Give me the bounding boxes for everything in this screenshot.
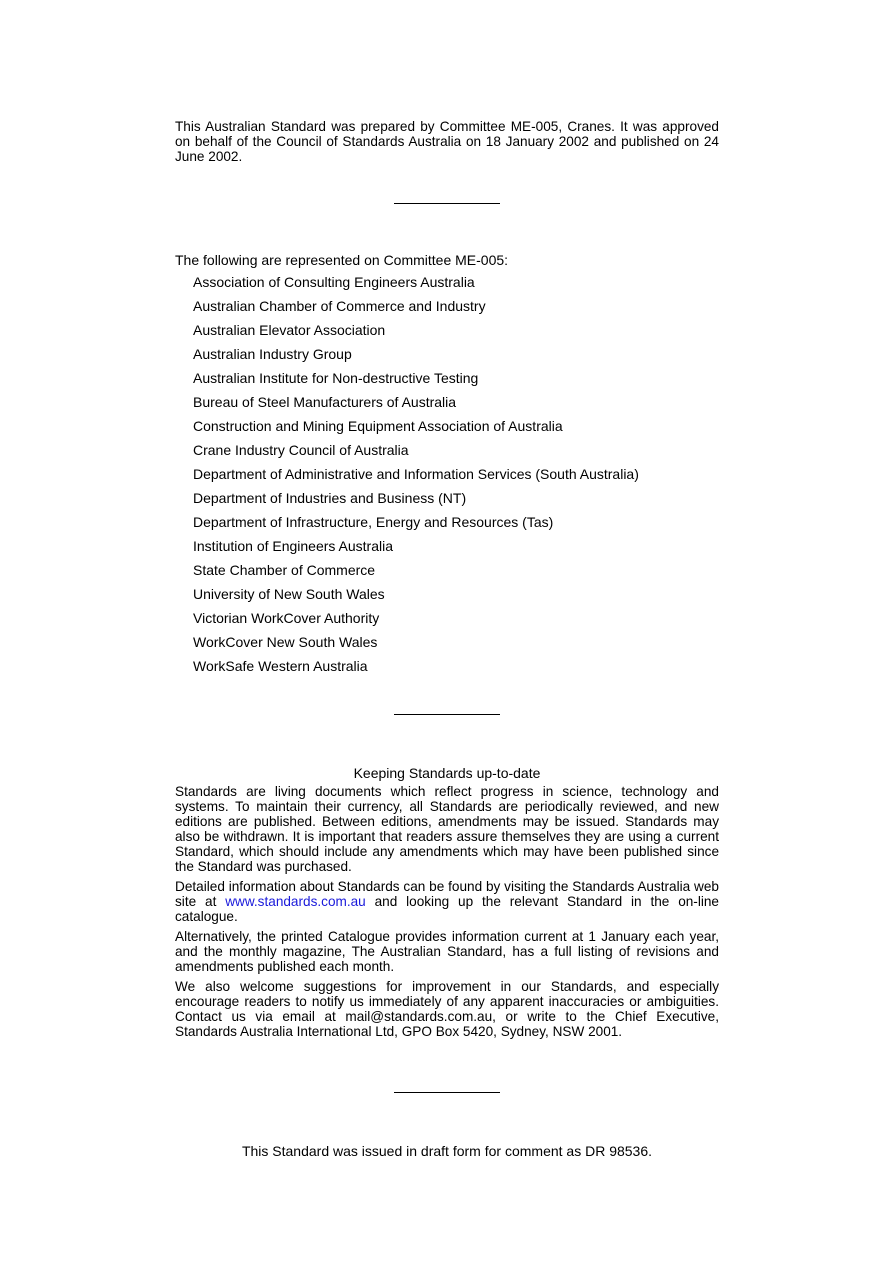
list-item: WorkCover New South Wales bbox=[193, 634, 378, 650]
list-item: Construction and Mining Equipment Association of Australia bbox=[193, 418, 563, 434]
list-item: Australian Elevator Association bbox=[193, 322, 386, 338]
paragraph-text: and looking up the relevant Standard in the on-line catalogue. bbox=[175, 894, 719, 924]
list-item: Australian Chamber of Commerce and Industry bbox=[193, 298, 486, 314]
list-item: Department of Infrastructure, Energy and Resources (Tas) bbox=[193, 514, 554, 530]
draft-note: This Standard was issued in draft form for comment as DR 98536. bbox=[241, 1143, 653, 1159]
section-heading: Keeping Standards up-to-date bbox=[353, 765, 541, 781]
keeping-paragraph-3: Alternatively, the printed Catalogue provides information current at 1 January each year, and the monthly magazine, The Australian Standard, has a full listing of revisions and amendments published each month. bbox=[175, 929, 719, 974]
committee-member-list bbox=[193, 274, 639, 682]
list-item: Association of Consulting Engineers Australia bbox=[193, 274, 475, 290]
section-divider bbox=[394, 714, 500, 715]
list-item: WorkSafe Western Australia bbox=[193, 658, 368, 674]
list-item: Institution of Engineers Australia bbox=[193, 538, 394, 554]
keeping-paragraph-2 bbox=[175, 879, 719, 924]
keeping-paragraph-4: We also welcome suggestions for improvement in our Standards, and especially encourage readers to notify us immediately of any apparent inaccuracies or ambiguities. Contact us via email at mail@standards.com.au, or write to the Chief Executive, Standards Australia International Ltd, GPO Box 5420, Sydney, NSW 2001. bbox=[175, 979, 719, 1039]
paragraph-text: Detailed information about Standards can be found by visiting the Standards Australia web site at bbox=[175, 879, 719, 909]
list-item: Crane Industry Council of Australia bbox=[193, 442, 409, 458]
section-divider bbox=[394, 1092, 500, 1093]
list-item: Department of Industries and Business (NT) bbox=[193, 490, 467, 506]
standards-website-link[interactable]: www.standards.com.au bbox=[225, 894, 366, 909]
list-item: Victorian WorkCover Authority bbox=[193, 610, 380, 626]
list-item: University of New South Wales bbox=[193, 586, 385, 602]
list-item: Bureau of Steel Manufacturers of Australia bbox=[193, 394, 457, 410]
section-divider bbox=[394, 203, 500, 204]
list-item: Australian Industry Group bbox=[193, 346, 352, 362]
list-item: Australian Institute for Non-destructive Testing bbox=[193, 370, 479, 386]
keeping-paragraph-1: Standards are living documents which reflect progress in science, technology and systems. To maintain their currency, all Standards are periodically reviewed, and new editions are published. Between editions, amendments may be issued. Standards may also be withdrawn. It is important that readers assure themselves they are using a current Standard, which should include any amendments which may have been published since the Standard was purchased. bbox=[175, 784, 719, 874]
keeping-standards-section bbox=[175, 765, 719, 1044]
committee-heading: The following are represented on Committee ME-005: bbox=[175, 252, 509, 268]
list-item: Department of Administrative and Information Services (South Australia) bbox=[193, 466, 639, 482]
list-item: State Chamber of Commerce bbox=[193, 562, 376, 578]
intro-paragraph: This Australian Standard was prepared by Committee ME-005, Cranes. It was approved on behalf of the Council of Standards Australia on 18 January 2002 and published on 24 June 2002. bbox=[175, 119, 719, 164]
